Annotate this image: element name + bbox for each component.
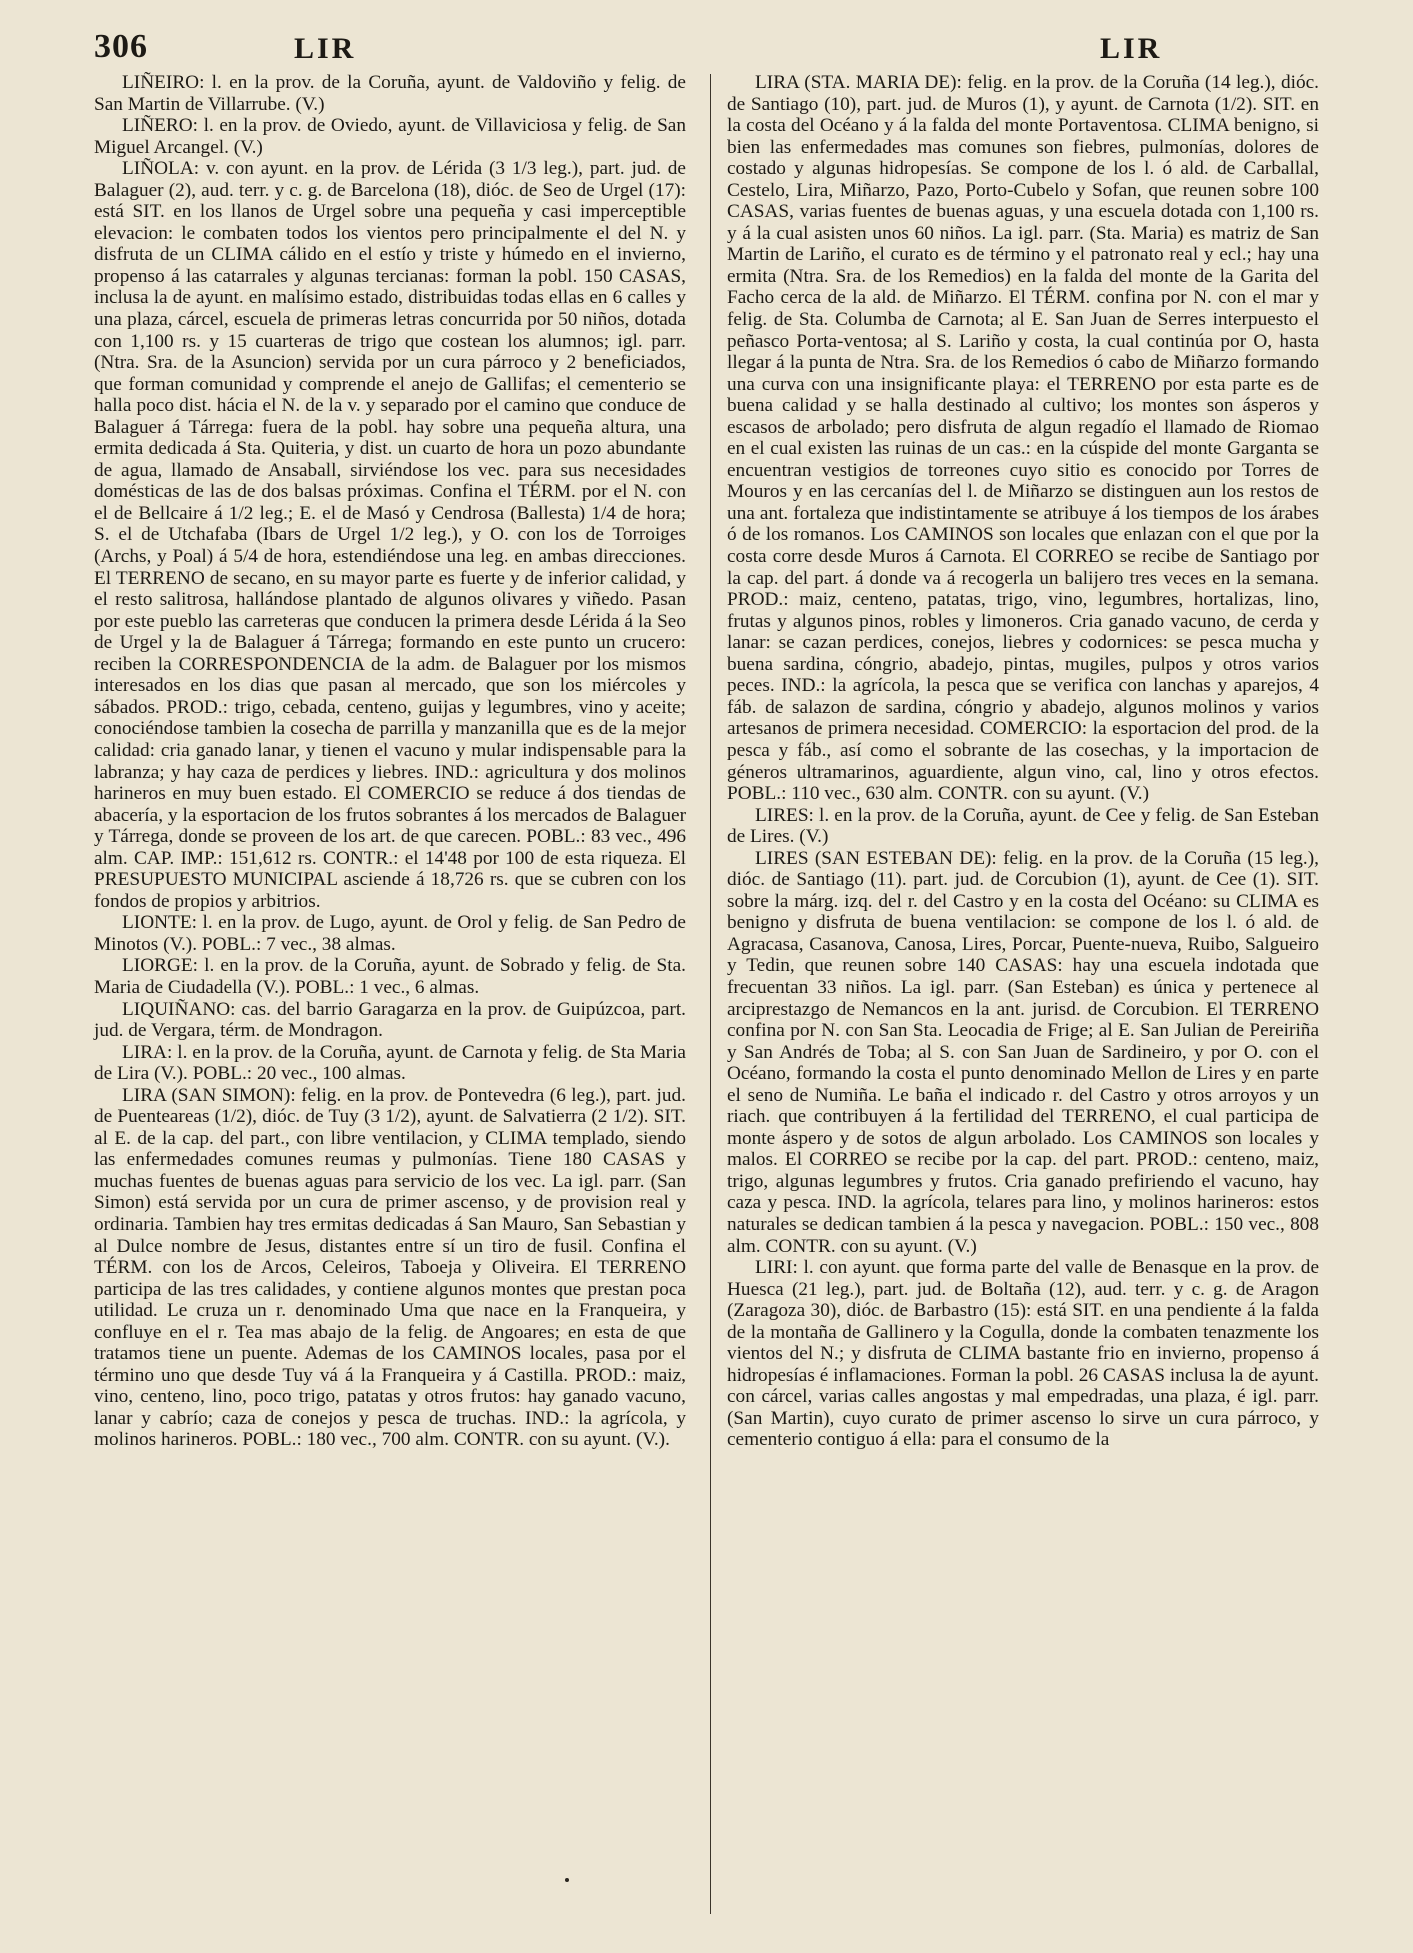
text-columns (94, 72, 1365, 1914)
entry-liquinano: LIQUIÑANO: cas. del barrio Garagarza en la prov. de Guipúzcoa, part. jud. de Vergara, térm. de Mondragon. (94, 998, 686, 1042)
right-column (723, 72, 1319, 1914)
entry-lionte: LIONTE: l. en la prov. de Lugo, ayunt. de Orol y felig. de San Pedro de Minotos (V.). POBL.: 7 vec., 38 almas. (94, 912, 686, 955)
page-number: 306 (94, 28, 148, 65)
entry-liri: LIRI: l. con ayunt. que forma parte del valle de Benasque en la prov. de Huesca (21 leg.), part. jud. de Boltaña (12), aud. terr. y c. g. de Aragon (Zaragoza 30), dióc. de Barbastro (15): está SIT. en una pendiente á la falda de la montaña de Gallinero y la Cogulla, donde la combaten tenazmente los vientos del N.; y disfruta de CLIMA bastante frio en invierno, propenso á hidropesías é inflamaciones. Forman la pobl. 26 CASAS inclusa la de ayunt. con cárcel, varias calles angostas y mal empedradas, una plaza, é igl. parr. (San Martin), cuyo curato de primer ascenso lo sirve un cura párroco, y cementerio contiguo á ella: para el consumo de la (727, 1257, 1319, 1451)
column-divider (710, 74, 711, 1914)
left-column (94, 72, 698, 1914)
entry-lineiro: LIÑEIRO: l. en la prov. de la Coruña, ayunt. de Valdoviño y felig. de San Martin de Villarrube. (V.) (94, 72, 686, 115)
running-head-right: LIR (1100, 32, 1163, 65)
ink-dot (565, 1878, 569, 1882)
entry-liorge: LIORGE: l. en la prov. de la Coruña, ayunt. de Sobrado y felig. de Sta. Maria de Ciudadella (V.). POBL.: 1 vec., 6 almas. (94, 955, 686, 998)
entry-linero: LIÑERO: l. en la prov. de Oviedo, ayunt. de Villaviciosa y felig. de San Miguel Arcangel. (V.) (94, 115, 686, 158)
entry-linola: LIÑOLA: v. con ayunt. en la prov. de Lérida (3 1/3 leg.), part. jud. de Balaguer (2), aud. terr. y c. g. de Barcelona (18), dióc. de Seo de Urgel (17): está SIT. en los llanos de Urgel sobre una pequeña y casi imperceptible elevacion: le combaten todos los vientos pero principalmente el del N. y disfruta de un CLIMA cálido en el estío y triste y húmedo en el invierno, propenso á las catarrales y algunas tercianas: forman la pobl. 150 CASAS, inclusa la de ayunt. en malísimo estado, distribuidas todas ellas en 6 calles y una plaza, cárcel, escuela de primeras letras concurrida por 50 niños, dotada con 1,100 rs. y 15 cuarteras de trigo que costean los alumnos; igl. parr. (Ntra. Sra. de la Asuncion) servida por un cura párroco y 2 beneficiados, que forman comunidad y comprende el anejo de Gallifas; el cementerio se halla poco dist. hácia el N. de la v. y separado por el camino que conduce de Balaguer á Tárrega: fuera de la pobl. hay sobre una pequeña altura, una ermita dedicada á Sta. Quiteria, y dist. un cuarto de hora un pozo abundante de agua, llamado de Ansaball, sirviéndose los vec. para sus necesidades domésticas de las de dos balsas próximas. Confina el TÉRM. por el N. con el de Bellcaire á 1/2 leg.; E. el de Masó y Cendrosa (Ballesta) 1/4 de hora; S. el de Utchafaba (Ibars de Urgel 1/2 leg.), y O. con los de Torroiges (Archs, y Poal) á 5/4 de hora, estendiéndose una leg. en ambas direcciones. El TERRENO de secano, en su mayor parte es fuerte y de inferior calidad, y el resto salitrosa, hallándose plantado de algunos olivares y viñedo. Pasan por este pueblo las carreteras que conducen la primera desde Lérida á la Seo de Urgel y la de Balaguer á Tárrega; formando en este punto un crucero: reciben la CORRESPONDENCIA de la adm. de Balaguer por los mismos interesados en los dias que pasan al mercado, que son los miércoles y sábados. PROD.: trigo, cebada, centeno, guijas y legumbres, vino y aceite; conociéndose tambien la cosecha de parrilla y manzanilla que es de la mejor calidad: cria ganado lanar, y tienen el vacuno y mular indispensable para la labranza; y hay caza de perdices y liebres. IND.: agricultura y dos molinos harineros en muy buen estado. El COMERCIO se reduce á dos tiendas de abacería, y la esportacion de los frutos sobrantes á los mercados de Balaguer y Tárrega, donde se proveen de los art. de que carecen. POBL.: 83 vec., 496 alm. CAP. IMP.: 151,612 rs. CONTR.: el 14'48 por 100 de esta riqueza. El PRESUPUESTO MUNICIPAL asciende á 18,726 rs. que se cubren con los fondos de propios y arbitrios. (94, 158, 686, 912)
entry-lires-san-esteban: LIRES (SAN ESTEBAN DE): felig. en la prov. de la Coruña (15 leg.), dióc. de Santiago (11). part. jud. de Corcubion (1), ayunt. de Cee (1). SIT. sobre la márg. izq. del r. del Castro y en la costa del Océano: su CLIMA es benigno y disfruta de buena ventilacion: se compone de los l. ó ald. de Agracasa, Casanova, Canosa, Lires, Porcar, Puente-nueva, Ruibo, Salgueiro y Tedin, que reunen sobre 140 CASAS: hay una escuela indotada que frecuentan 33 niños. La igl. parr. (San Esteban) es única y pertenece al arciprestazgo de Nemancos en la ant. jurisd. de Corcubion. El TERRENO confina por N. con San Sta. Leocadia de Frige; al E. San Julian de Pereiriña y San Andrés de Toba; al S. con San Juan de Sardineiro, y por O. con el Océano, formando la costa el punto denominado Mellon de Lires y en parte el seno de Numiña. Le baña el indicado r. del Castro y otros arroyos y un riach. que contribuyen á la fertilidad del TERRENO, el cual participa de monte áspero y de sotos de algun arbolado. Los CAMINOS son locales y malos. El CORREO se recibe por la cap. del part. PROD.: centeno, maiz, trigo, algunas legumbres y frutos. Cria ganado prefiriendo el vacuno, hay caza y pesca. IND. la agrícola, telares para lino, y molinos harineros: estos naturales se dedican tambien á la pesca y navegacion. POBL.: 150 vec., 808 alm. CONTR. con su ayunt. (V.) (727, 847, 1319, 1257)
entry-lira-san-simon: LIRA (SAN SIMON): felig. en la prov. de Pontevedra (6 leg.), part. jud. de Puenteareas (1/2), dióc. de Tuy (3 1/2), ayunt. de Salvatierra (2 1/2). SIT. al E. de la cap. del part., con libre ventilacion, y CLIMA templado, siendo las enfermedades comunes reumas y pulmonías. Tiene 180 CASAS y muchas fuentes de buenas aguas para servicio de los vec. La igl. parr. (San Simon) está servida por un cura de primer ascenso, y de provision real y ordinaria. Tambien hay tres ermitas dedicadas á San Mauro, San Sebastian y al Dulce nombre de Jesus, distantes entre sí un tiro de fusil. Confina el TÉRM. con los de Arcos, Celeiros, Taboeja y Oliveira. El TERRENO participa de las tres calidades, y contiene algunos montes que prestan poca utilidad. Le cruza un r. denominado Uma que nace en la Franqueira, y confluye en el r. Tea mas abajo de la felig. de Angoares; en esta de que tratamos tiene un puente. Ademas de los CAMINOS locales, pasa por el término uno que desde Tuy vá á la Franqueira y á Castilla. PROD.: maiz, vino, centeno, lino, poco trigo, patatas y otros frutos: hay ganado vacuno, lanar y cabrío; caza de conejos y pesca de truchas. IND.: la agrícola, y molinos harineros. POBL.: 180 vec., 700 alm. CONTR. con su ayunt. (V.). (94, 1084, 686, 1451)
entry-lira: LIRA: l. en la prov. de la Coruña, ayunt. de Carnota y felig. de Sta Maria de Lira (V.). POBL.: 20 vec., 100 almas. (94, 1041, 686, 1085)
entry-lira-sta-maria: LIRA (STA. MARIA DE): felig. en la prov. de la Coruña (14 leg.), dióc. de Santiago (10), part. jud. de Muros (1), y ayunt. de Carnota (1/2). SIT. en la costa del Océano y á la falda del monte Portaventosa. CLIMA benigno, si bien las enfermedades mas comunes son fiebres, pulmonías, dolores de costado y algunas hidropesías. Se compone de los l. ó ald. de Carballal, Cestelo, Lira, Miñarzo, Pazo, Porto-Cubelo y Sofan, que reunen sobre 100 CASAS, varias fuentes de buenas aguas, y una escuela dotada con 1,100 rs. y á la cual asisten unos 60 niños. La igl. parr. (Sta. Maria) es matriz de San Martin de Lariño, el curato es de término y el patronato real y ecl.; hay una ermita (Ntra. Sra. de los Remedios) en la falda del monte de la Garita del Facho cerca de la ald. de Miñarzo. El TÉRM. confina por N. con el mar y felig. de Sta. Columba de Carnota; al E. San Juan de Serres interpuesto el peñasco Porta-ventosa; al S. Lariño y costa, la cual continúa por O, hasta llegar á la punta de Ntra. Sra. de los Remedios ó cabo de Miñarzo formando una curva con una insignificante playa: el TERRENO por esta parte es de buena calidad y se halla destinado al cultivo; los montes son ásperos y escasos de arbolado; pero disfruta de algun regadío el llamado de Riomao en el cual existen las ruinas de un cas.: en la cúspide del monte Garganta se encuentran vestigios de torreones cuyo sitio es conocido por Torres de Mouros y en las cercanías del l. de Miñarzo se distinguen aun los restos de una ant. fortaleza que indistintamente se atribuye á los tiempos de los árabes ó de los romanos. Los CAMINOS son locales que enlazan con el que por la costa corre desde Muros á Carnota. El CORREO se recibe de Santiago por la cap. del part. á donde va á recogerla un balijero tres veces en la semana. PROD.: maiz, centeno, patatas, trigo, vino, legumbres, hortalizas, lino, frutas y algunos pinos, robles y limoneros. Cria ganado vacuno, de cerda y lanar: se cazan perdices, conejos, liebres y codornices: se pesca mucha y buena sardina, cóngrio, abadejo, pintas, mugiles, pulpos y otros varios peces. IND.: la agrícola, la pesca que se verifica con lanchas y aparejos, 4 fáb. de salazon de sardina, cóngrio y abadejo, algunos molinos y varios artesanos de primera necesidad. COMERCIO: la esportacion del prod. de la pesca y fáb., así como el sobrante de las cosechas, y la importacion de géneros ultramarinos, aguardiente, algun vino, cal, lino y otros efectos. POBL.: 110 vec., 630 alm. CONTR. con su ayunt. (V.) (727, 72, 1319, 805)
running-head-left: LIR (294, 32, 357, 65)
page-header (94, 22, 1365, 66)
entry-lires: LIRES: l. en la prov. de la Coruña, ayunt. de Cee y felig. de San Esteban de Lires. (V.) (727, 804, 1319, 848)
